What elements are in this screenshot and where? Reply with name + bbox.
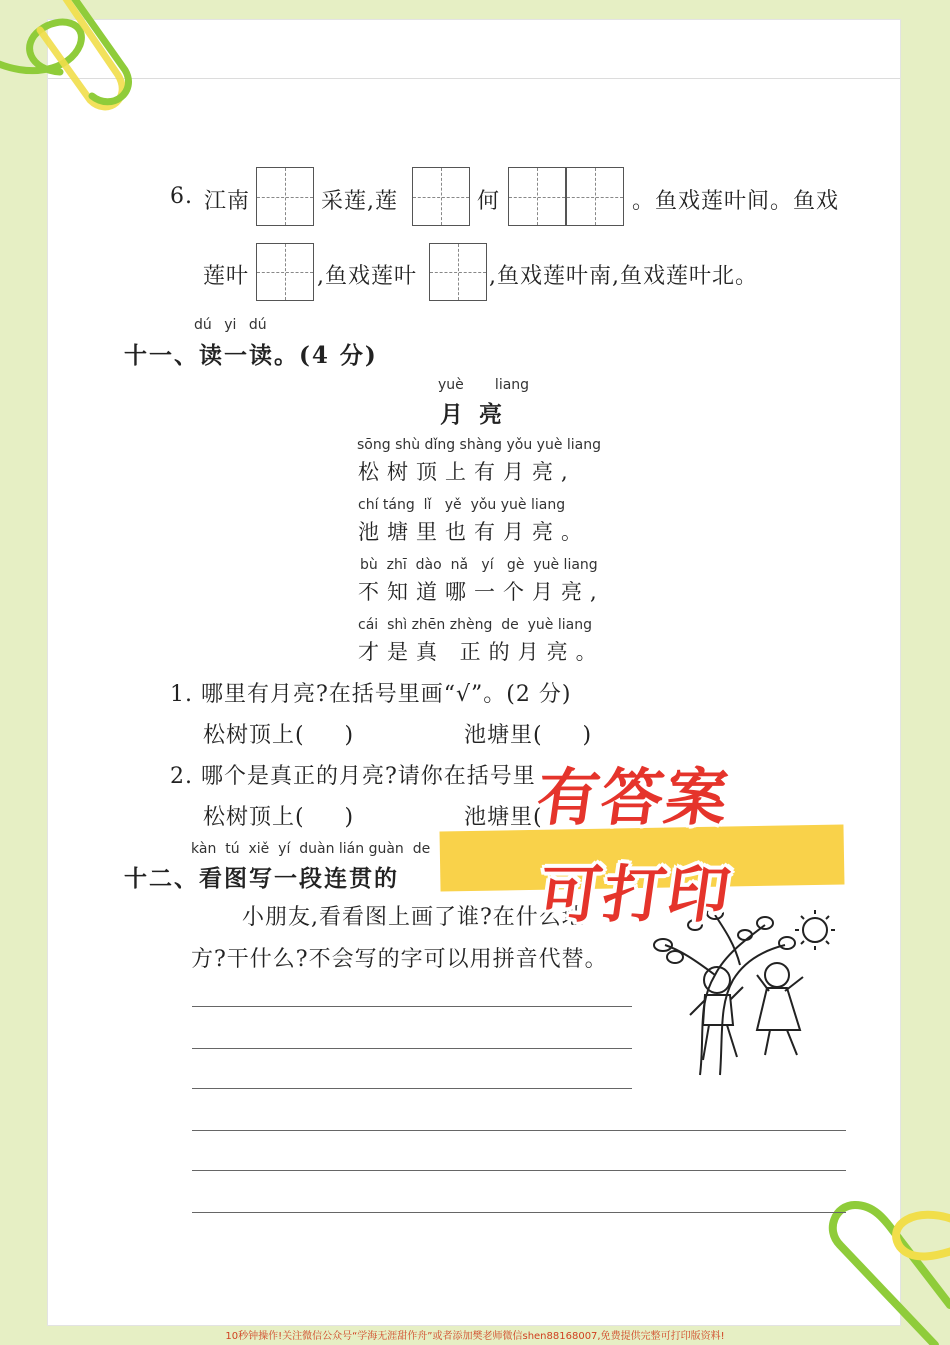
question-2: 2. 哪个是真正的月亮?请你在括号里 <box>170 764 536 789</box>
paperclip-bottom-right-icon <box>815 1195 950 1345</box>
poem-title-pinyin: yuè liang <box>438 377 530 393</box>
q6-number: 6. <box>170 184 193 209</box>
tianzi-box-5[interactable] <box>256 243 314 301</box>
poem-line1-pinyin: sōng shù dǐng shàng yǒu yuè liang <box>357 437 602 453</box>
section11-title: 十一、读一读。(4 分) <box>124 342 378 369</box>
writing-line-4[interactable] <box>192 1130 846 1131</box>
footer-notice: 10秒钟操作!关注微信公众号“学海无涯甜作舟”或者添加樊老师微信shen88168007,免费提供完整可打印版资料! <box>225 1331 725 1342</box>
poem-line3: 不知道哪一个月亮, <box>358 580 605 604</box>
writing-line-6[interactable] <box>192 1212 846 1213</box>
question-1: 1. 哪里有月亮?在括号里画“√”。(2 分) <box>170 682 572 707</box>
tianzi-box-4[interactable] <box>566 167 624 226</box>
q6-text-b: 采莲,莲 <box>321 189 398 214</box>
writing-line-3[interactable] <box>192 1088 632 1089</box>
paperclip-top-left-icon <box>0 0 140 120</box>
question-2-option-b[interactable]: 池塘里( <box>464 805 543 830</box>
writing-line-2[interactable] <box>192 1048 632 1049</box>
poem-line2: 池塘里也有月亮。 <box>358 520 590 544</box>
stamp-has-answers: 有答案 <box>532 761 735 834</box>
section12-paragraph-2: 方?干什么?不会写的字可以用拼音代替。 <box>191 947 608 972</box>
poem-line1: 松树顶上有月亮, <box>358 460 576 484</box>
poem-line4-pinyin: cái shì zhēn zhèng de yuè liang <box>358 617 592 633</box>
section11-pinyin: dú yi dú <box>194 317 267 333</box>
stamp-printable: 可打印 <box>534 858 737 931</box>
q6-text-d: 。鱼戏莲叶间。鱼戏 <box>632 189 840 214</box>
q6-text-e: 莲叶 <box>203 264 250 289</box>
tianzi-box-6[interactable] <box>429 243 487 301</box>
section12-title: 十二、看图写一段连贯的 <box>124 865 399 892</box>
question-1-option-b[interactable]: 池塘里( ) <box>464 723 593 748</box>
q6-text-c: 何 <box>477 189 501 214</box>
tianzi-box-2[interactable] <box>412 167 470 226</box>
section12-pinyin: kàn tú xiě yí duàn lián guàn de <box>191 841 431 857</box>
poem-line3-pinyin: bù zhī dào nǎ yí gè yuè liang <box>360 557 598 573</box>
poem-title: 月 亮 <box>440 401 503 428</box>
q6-text-a: 江南 <box>204 189 251 214</box>
tianzi-box-1[interactable] <box>256 167 314 226</box>
question-1-option-a[interactable]: 松树顶上( ) <box>203 723 355 748</box>
writing-line-5[interactable] <box>192 1170 846 1171</box>
question-2-option-a[interactable]: 松树顶上( ) <box>203 805 355 830</box>
poem-line2-pinyin: chí táng lǐ yě yǒu yuè liang <box>358 497 566 513</box>
tianzi-box-3[interactable] <box>508 167 566 226</box>
q6-text-g: ,鱼戏莲叶南,鱼戏莲叶北。 <box>489 264 758 289</box>
writing-line-1[interactable] <box>192 1006 632 1007</box>
poem-line4: 才是真 正的月亮。 <box>358 640 605 664</box>
page-top-rule <box>48 78 900 79</box>
q6-text-f: ,鱼戏莲叶 <box>317 264 417 289</box>
section12-paragraph-1: 小朋友,看看图上画了谁?在什么地 <box>242 905 585 930</box>
